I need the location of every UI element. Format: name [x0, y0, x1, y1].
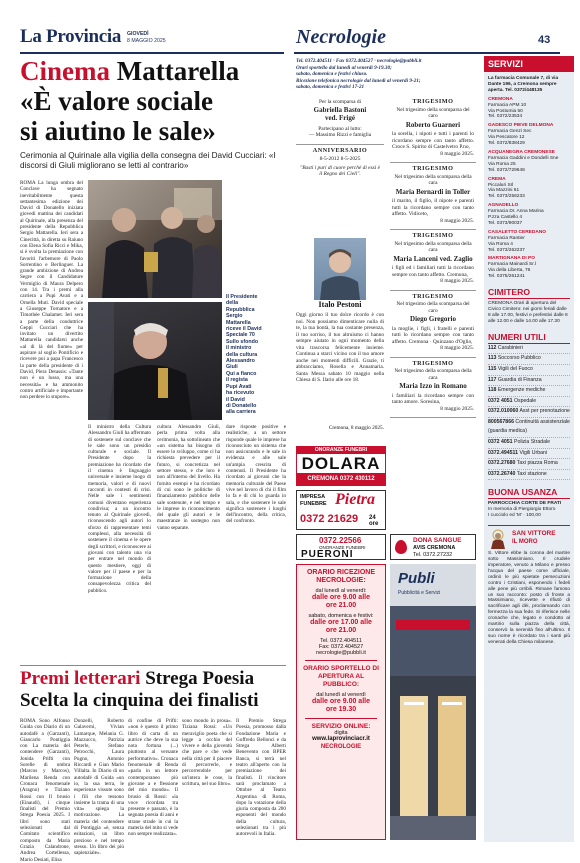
pueroni-name: PUERONI: [301, 549, 354, 560]
farmacia-phone: Tel. 0375/261241: [488, 274, 525, 280]
ann-date: 8 maggio 2025.: [440, 405, 474, 412]
caption-line: il ministro: [226, 345, 252, 352]
masthead-rule-right: [294, 52, 560, 54]
farmacia-item: [488, 203, 570, 227]
issue-day: GIOVEDÌ: [127, 31, 149, 37]
orari-days: dal lunedì al venerdì:: [315, 588, 367, 594]
issue-date: 8 MAGGIO 2025: [127, 38, 166, 44]
ann-caption: TRIGESIMO: [412, 292, 454, 300]
ann-caption: TRIGESIMO: [412, 165, 454, 172]
caption-line: Alessandro: [226, 358, 255, 365]
announcement-pestoni: [296, 300, 384, 431]
caption-line: della: [226, 300, 239, 307]
article2-col-5: Il Premio Strega Poesia, promosso dalla Fondazione Maria e Goffredo Bellonci e da Strega Alberti Benevento con BPER Banca, si terrà nel teatro all'aperto con la premiazione dei finalisti. Il vincitore sarà proclamato a Ottobre al Teatro Argentina di Roma, dopo la votazione della giuria composta da 200 esponenti del mondo della cultura, selezionati tra i più autorevoli in Italia.: [236, 718, 286, 838]
cimitero-text: CREMONA Orari di apertura del Civico Cimitero: nei giorni feriali dalle 8 alle 17.00, festivi e prefestivi dalle 8 alle 12.00 e dalle 14.00 alle 17.30: [488, 301, 568, 324]
farmacia-item: [488, 177, 570, 201]
phone-number-row: [488, 376, 570, 387]
ann-name: Maria Lanceni ved. Zaglio: [393, 254, 473, 263]
phone-label: Carabinieri: [497, 344, 523, 351]
ann-body: la sorella, i nipoti e tutti i parenti lo ricordano sempre con tanto affetto. Croce S. Spirito di Castelvetro P.no,: [392, 131, 474, 150]
ann-body: i familiari la ricordano sempre con tanto amore. Soresina,: [392, 392, 474, 405]
caption-line: Speciale 70: [226, 332, 255, 339]
numeri-title: NUMERI UTILI: [488, 329, 570, 344]
phone-number-row: [488, 354, 570, 365]
ann-intro: Nel trigesimo della scomparsa della cara: [394, 240, 472, 253]
santo-title: SAN VITTORE: [512, 530, 556, 538]
caption-line: Qui a fianco: [226, 370, 257, 377]
dono-title: DONA SANGUE: [413, 537, 462, 544]
caption-line: Il Presidente: [226, 294, 258, 300]
article-divider: [20, 665, 286, 666]
orari-tel: Tel. 0372.404511: [320, 638, 362, 644]
publi-name: Publi: [398, 570, 435, 587]
ann-caption: TRIGESIMO: [412, 98, 454, 105]
farmacia-town: GADESCO PIEVE DELMONA: [488, 123, 554, 129]
ann-intro: Nel trigesimo della scomparsa del caro: [396, 301, 470, 314]
farmacia-town: CREMA: [488, 176, 506, 182]
buona-title: BUONA USANZA: [488, 484, 570, 499]
headline-line-2: «È valore sociale: [20, 86, 213, 116]
ann-date: 8 maggio 2025.: [440, 150, 474, 157]
phone-number-row: [488, 470, 570, 481]
ann-body: i figli ed i familiari tutti la ricordano sempre con tanto affetto. Cremona,: [392, 265, 474, 278]
headline-part-a: Mattarella: [116, 56, 240, 86]
blood-drop-icon: [395, 540, 407, 554]
ann-intro: Nel trigesimo della scomparsa della cara: [394, 368, 472, 381]
ann-intro: Nel trigesimo della scomparsa della cara: [394, 173, 472, 186]
dolara-name: DOLARA: [301, 454, 381, 473]
publi-sub: Pubblicità e Servizi: [398, 590, 441, 596]
dolara-top: ONORANZE FUNEBRI: [297, 447, 385, 454]
pietra-phone: 0372 21629: [300, 513, 359, 525]
ann-body: la moglie, i figli, i fratelli e parenti tutti lo ricordano sempre con tanto affetto. Cremona · Quinzano d'Oglio,: [392, 325, 474, 345]
phone-number: 0372.494511: [488, 449, 519, 456]
farmacia-address: Via Roma 4: [488, 241, 513, 247]
phone-number: 117: [488, 376, 497, 383]
necro-info-line-4: Ricezione telefonica necrologie dal lunedì al venerdì 9-21;: [296, 77, 421, 84]
ad-pueroni: [296, 534, 386, 560]
online-title: SERVIZIO ONLINE:: [311, 723, 371, 730]
caption-line: Mattarella: [226, 319, 251, 326]
article-body-col-3: cultura Alessandro Giuli, perla prima volta alla cerimonia, ha sottolineato che «un sistema ha bisogno di essere lo sviluppo, come ci ha richiesta prevedere per il futuro, si concretizza nel settore stesso, e che loro è non all'interno del livello. Ha fornito esempi e ha ricordato di cui sono le politiche di finanziamento pubblico delle sale sostenute, e nel tempo e le imprese in riconoscimento del quale gli autori e le maestranze in sostegno non vanno separate.: [157, 424, 220, 531]
caption-line: alla carriera: [226, 409, 256, 416]
necro-col-left: [296, 96, 384, 286]
orari-fax: Fax: 0372.404527: [318, 644, 364, 650]
pestoni-date: Cremona, 8 maggio 2025.: [328, 425, 384, 431]
phone-number: 0372.010060: [488, 408, 519, 415]
necrologie-info: [296, 58, 468, 91]
farmacie-list: [488, 97, 570, 280]
phone-label: Emergenze mediche: [497, 387, 546, 394]
caption-line: il regista: [226, 377, 248, 384]
ann-dates: 8-5-2012 8-5-2025: [319, 156, 361, 162]
orari-hours-2: dalle ore 17.00 alle ore 21.00: [310, 619, 372, 634]
article-subhead: Cerimonia al Quirinale alla vigilia della consegna dei David Cucciari: «I discorsi di Giuli migliorano se letti al contrario»: [20, 151, 276, 171]
pueroni-phone: 0372.22566: [319, 536, 362, 545]
orari-saturday: sabato, domenica e festivi:: [308, 613, 374, 619]
ann-intro: Per la scomparsa di: [318, 99, 362, 105]
ann-caption: TRIGESIMO: [412, 359, 454, 367]
masthead: [0, 0, 580, 52]
article2-col-1: ROMA Sono Alfonso Guida con Diario di un autodafé a (Garzanti), Giancarlo Pontiggia con La materia del contendere (Garzanti), Jonida Prifti con Sorelle di ombra (Marcos y Marcos), Marilena Renda con Cronaca fenomenale (Aragno) e Tiziano Rossi con Il brusio (Einaudi), i cinque finalisti del Premio Strega Poesia 2025. I libri sono stati selezionati dal Comitato scientifico composto da Maria Grazia Calandrone, Andrea Cortellessa, Mario Desiati, Elisa: [20, 718, 70, 863]
farmacia-address: Via Pescatore 12: [488, 135, 525, 141]
farmacia-phone: Tel. 0372/838429: [488, 141, 525, 147]
caption-line: della cultura: [226, 351, 258, 358]
farmacia-phone: Tel. 0373/262237: [488, 247, 525, 253]
buona-sub: In memoria di Piergiorgio Ettoro: [488, 507, 556, 513]
caption-line: di Donatello: [226, 402, 257, 409]
farmacia-phone: Tel. 0373/90037: [488, 220, 523, 226]
farmacia-item: [488, 230, 570, 254]
caption-line: il David: [226, 396, 245, 403]
farmacia-address: P.zza Castello 4: [488, 215, 523, 221]
online-section: NECROLOGIE: [320, 744, 362, 750]
caption-line: Repubblica: [226, 306, 255, 313]
ann-caption: TRIGESIMO: [412, 232, 454, 239]
caption-line: Sullo sfondo: [226, 338, 259, 345]
farmacia-item: [488, 97, 570, 121]
headline2-line-1: [20, 668, 254, 690]
farmacia-item: [488, 123, 570, 147]
phone-label: Taxi piazza Roma: [516, 460, 558, 467]
article-body-col-1: ROMA La lunga ombra del Conclave ha segnato inevitabilmente questa settantesima edizione dei David di Donatello iniziata giovedì mattina dei candidati al Quirinale, alla presenza del presidente della Repubblica Sergio Mattarella. Ieri sera a Cinecittà, in diretta su Raiuno con Elena Sofia Ricci e Mika, si è svolta la premiazione con favoriti l'arbemore di Paolo Sorrentino e Berlinguer. La grande ambizione di Andrea Segre con il Candidature Vermiglio di Maura Delpero con 14. Tra i premi alla carriera a Pupi Avati e a Ornella Muti. David speciale a Giuseppe Tornatore e a Timothée Chalamet. Ieri sera a parte della conduttrice Geppi Cucciari che ha invitato un divertito Mattarella candidarsi anche «al di là del fiume» per aspirare al soglio Pontificio e ricevere poi a papa Francesco la parte della presidente di i David, Piera Detassis: «Tante non è un lusso, ma una necessità» e ha ammonito contro artificiale e importante non perdere lo stupore».: [20, 180, 83, 401]
masthead-rule-left: [20, 52, 284, 54]
necro-info-line-5: sabato, domenica e festivi 17-21: [296, 84, 365, 91]
necro-col-right: [390, 96, 476, 476]
article-strega: [20, 668, 286, 863]
phone-number-row: [488, 438, 570, 449]
ann-date: 8 maggio 2025.: [440, 345, 474, 351]
buona-amount: I cucciolo ed 'M' · 100,00: [488, 513, 541, 519]
saint-icon: [488, 529, 508, 549]
phone-number-row: [488, 459, 570, 470]
farmacia-name: Farmacia Gaddini e Dondelli Sne: [488, 155, 559, 161]
phone-number-row: [488, 418, 570, 438]
orari-mail[interactable]: necrologie@pubbli.it: [316, 650, 366, 656]
announcement-trigesimo: [390, 358, 476, 419]
farmacia-name: Farmacia Genzi Sec: [488, 129, 532, 135]
ann-quote: "Basti i puri di cuore perché di essi è il Regno dei Cieli".: [299, 164, 380, 177]
article2-col-2: Donzelli, Roberto Galaverni, Vivian Lamarque, Melania G. Mazzucco, Patrizia Peterle, Stefano Petrocchi, Laura Pugno, Antonio Riccardi e Gian Mario Villalta. In Diario di un autodafé di Guida «un io, la sua terra, le esperienze vissute sono i fili che tessono insieme la trama di una vita» spiega la motivazione. La materia del contendere di Pontiggia «è, senza esitazioni, un libro prezioso e nel tempo stesso. Un libro dei più sapienziale».: [74, 718, 124, 857]
farmacia-town: MARTIGNANA DI PO: [488, 256, 535, 262]
ann-date: 8 maggio 2025.: [440, 217, 474, 224]
newspaper-logo: La Provincia: [20, 26, 122, 47]
necro-info-line-2: Orari sportello dal lunedì al venerdì 9-19.30;: [296, 64, 392, 71]
headline-line-1: [20, 56, 286, 86]
farmacia-name: Farmacia Dr. Anna Marina: [488, 209, 544, 215]
headline-line-3: si aiutino le sale»: [20, 116, 216, 146]
announcement-trigesimo: [390, 230, 476, 291]
necro-info-line-3: sabato, domenica e festivi chiuso.: [296, 71, 368, 78]
pestoni-text: Oggi giorno il tuo dolce ricordo è con noi. Non possiamo dimenticare nulla di te, la tua bontà, la tua costante presenza, il tuo sorriso, il tuo altruismo ci hanno sempre aiutato in ogni momento della vita trascorsa felicemente insieme. Continua a starci vicino con il tuo amore anche nei momenti difficili. Grazie, ti abbracciamo, Rosella e Annamaria. Santa Messa sabato 10 maggio nella Chiesa di S. Ilario alle ore 18.: [296, 312, 384, 383]
sportello-title: ORARIO SPORTELLO DI APERTURA AL PUBBLICO:: [303, 665, 379, 688]
farmacia-address: Via Mazzini 61: [488, 188, 520, 194]
caption-line: Pupi Avati: [226, 383, 252, 390]
caption-line: riceve il David: [226, 326, 262, 333]
dolara-phone: CREMONA 0372 430112: [297, 473, 385, 485]
santo-header: [488, 525, 570, 551]
ann-caption: ANNIVERSARIO: [312, 146, 368, 154]
phone-number: 800567866: [488, 418, 514, 425]
announcement-bastoni: [296, 96, 384, 145]
phone-number: 115: [488, 365, 497, 372]
farmacia-address: Via Roma 25: [488, 161, 516, 167]
announcement-trigesimo: [390, 96, 476, 163]
photo-mattarella: [88, 180, 222, 298]
dono-phone: Tel. 0372.27232: [413, 552, 453, 558]
farmacia-address: Via Postumia 50: [488, 108, 523, 114]
farmacia-name: Farmacia APM 10: [488, 102, 527, 108]
ann-name: Diego Gregorio: [410, 315, 456, 323]
servizi-sidebar: [484, 56, 574, 842]
section-title: Necrologie: [296, 26, 386, 48]
phone-number: 0372 4051: [488, 397, 513, 404]
page-number: 43: [538, 34, 551, 46]
announcement-trigesimo: [390, 291, 476, 358]
phone-label: Polizia Stradale: [513, 439, 551, 446]
publi-header: [390, 564, 476, 606]
phone-number-row: [488, 365, 570, 376]
phone-number: 0372.27680: [488, 460, 516, 467]
farmacia-phone: Tel. 0373/256233: [488, 194, 525, 200]
cimitero-title: CIMITERO: [488, 284, 570, 299]
publi-building-image: [390, 606, 476, 840]
farmacia-name: Farmacia Rantier: [488, 235, 525, 241]
ann-name: Maria Bernardi in Toller: [395, 187, 471, 196]
ad-pietra: [296, 490, 386, 530]
phone-label: Continuità assistenziale (guardia medica): [488, 418, 570, 435]
numeri-list: [488, 344, 570, 481]
ad-publi: [390, 564, 476, 840]
article2-col-3: di confine di Prifti: «non è questo il primo libro di carta di un autrice che deve la sua nota fortuna (...) piuttosto al versante performativo». Cronaca fenomenale di Renda «parla in un lettore contemporaneo più giovane a e flessione del mio mondo». Il brusio di Rossi: «la voce ricordata tra presente e passato, è la segnata poesia di anni e strane strade in cui la materia del mito si vede non sempre realizzata».: [128, 718, 178, 838]
article-body-col-4: dare risposte positive e realistiche, a un settore risponde quale le imprese ha riconosciuto un sistema che non assicurando e le sale in evidenza e alle sale un'ampia crescita di contenuti. Il Presidente ha ricordato ai giovani che la memoria culturale del Paese vive nel lavoro di chi il film lo fa e di chi lo guarda in sala, e che sostenere le sale significa sostenere i luoghi dell'incontro, della critica, del confronto.: [226, 424, 286, 525]
phone-number: 0372 4051: [488, 439, 513, 446]
pietra-name: Pietra: [335, 491, 375, 508]
ad-dolara: [296, 446, 386, 486]
photo-caption: [226, 294, 286, 416]
ann-intro: Nel trigesimo della scomparsa del caro: [396, 106, 470, 119]
phone-label: Asst per prenotazione: [519, 408, 570, 415]
caption-line: ha ricevuto: [226, 390, 255, 397]
farmacia-town: ACQUANEGRA CREMONESE: [488, 149, 555, 155]
buona-text: PARROCCHIA CORTE DE FRATI: [488, 501, 562, 507]
farmacia-item: [488, 256, 570, 280]
sportello-hours: dalle ore 9.00 alle ore 19.30: [312, 698, 370, 713]
orari-box: [296, 564, 386, 840]
phone-number: 0372.26740: [488, 470, 516, 477]
phone-number-row: [488, 397, 570, 408]
phone-label: Vigili del Fuoco: [497, 365, 533, 372]
article-cinema: [20, 56, 286, 654]
santo-text: S. Vittore ebbe la corona del martire sotto Massimiano. Il crudele imperatore, venuto a Milano e presso l'acqua del paese come ufficiale, ordinò le più spietate persecuzioni contro i Cristiani, esponendo i fedeli alle pene più orribili. Rimane famoso un suo racconto: posto di fronte a Massimiano, ricevette e rifiutò di sacrificare agli dèi, proclamando con fermezza la sua fede. Si riferisce nelle cronache che, legato e condotto al martirio sulla piazza della città, conservò la serenità fino all'ultimo. Il suo nome è ricordato tra i santi più venerati della Chiesa milanese.: [488, 551, 570, 645]
pietra-label: IMPRESA FUNEBRE: [300, 494, 327, 507]
ad-dona-sangue: [390, 534, 476, 560]
phone-number: 113: [488, 355, 497, 362]
headline2-kicker: Premi letterari: [20, 668, 141, 689]
phone-number-row: [488, 449, 570, 460]
ann-name: Maria Izzo in Romano: [399, 382, 467, 390]
headline2-line-2: Scelta la cinquina dei finalisti: [20, 690, 259, 711]
phone-number-row: [488, 407, 570, 418]
ann-name-2: ved. Frigé: [325, 114, 355, 122]
necro-info-line-1: Tel. 0372.404511 · Fax 0372.404527 · necrologie@pubbli.it: [296, 58, 422, 64]
sportello-days: dal lunedì al venerdì: [316, 692, 366, 698]
online-sub: digita: [334, 730, 348, 736]
phone-number: 112: [488, 344, 497, 351]
farmacia-town: CREMONA: [488, 96, 513, 102]
article-body-col-2: Il ministro della Cultura Alessandro Giuli ha affermato di sostenere sul conclave che le sale sono un presidio culturale e sociale. Il Presidente dopo la premiazione ha ricordato che il cinema è linguaggio universale e insieme luogo di memoria, valori e di nuovi racconti in contesti di crisi. Nelle sale i sentimenti comuni diventano esperienza condivisa; a un incontro tenuto al Quirinale giovedì, riconoscendo agli autori lo sforzo di rappresentare temi complessi, alla necessità di sostenere il cinema e le opere degli scrittori, e riconoscere ai giovani con talento una via per entrare nel mondo di questo mestiere, oggi di valore per il paese e per la formazione della consapevolezza critica del pubblico.: [88, 424, 151, 594]
ann-line: Partecipano al lutto:: [318, 125, 362, 132]
santo-sub: IL MORO: [512, 539, 538, 546]
pietra-hours: 24 ore: [369, 515, 379, 527]
farmacia-phone: Tel. 0372/23534: [488, 114, 523, 120]
article2-col-4: sono mondo in prosa». Tiziana Rossi: «Un meraviglio poeta che si legge a occhio del vivere e della gioventù che pare e che vede nella città per il piacere di percorrerle, e percorrendole per un'intera le cose, la scrittura, nel suo libro».: [182, 718, 232, 787]
farmacia-item: [488, 150, 570, 174]
announcement-anniversario: [296, 145, 384, 183]
phone-label: Vigili Urbani: [519, 449, 548, 456]
farmacia-name: Farmacia Mainardi Sr.l: [488, 262, 536, 268]
online-url[interactable]: www.laprovinciacr.it: [312, 736, 370, 742]
pueroni-label: ONORANZE FUNEBRI: [319, 545, 366, 550]
farmacia-town: CASALETTO CEREDANO: [488, 229, 547, 235]
farmacia-address: Via della Liberta, 76: [488, 268, 531, 274]
servizi-title: SERVIZI: [484, 56, 574, 72]
phone-number-row: [488, 344, 570, 355]
orari-title: ORARIO RICEZIONE NECROLOGIE:: [306, 569, 376, 584]
photo-pupi-avati: [88, 302, 222, 420]
farmacia-name: Piccaluri Srl: [488, 182, 514, 188]
ann-line: — Massimo Rizzi e famiglia: [308, 132, 372, 138]
dono-org: AVIS CREMONA: [413, 545, 456, 551]
farmacia-intro: La farmacia Comunale 7, di via Dante 196, a Cremona sempre aperta. Tel. 0372/448135: [488, 76, 559, 93]
portrait-pestoni: [314, 238, 366, 300]
pestoni-name: Italo Pestoni: [318, 300, 362, 309]
ann-name: Roberto Guarneri: [405, 120, 461, 129]
caption-line: Giuli: [226, 364, 238, 371]
farmacia-phone: Tel. 0372/729648: [488, 167, 525, 173]
phone-label: Soccorso Pubblico: [497, 355, 541, 362]
announcement-trigesimo: [390, 163, 476, 230]
phone-label: Taxi stazione: [516, 470, 547, 477]
caption-line: Sergio: [226, 313, 243, 320]
phone-label: Guardia di Finanza: [497, 376, 542, 383]
orari-hours-1: dalle ore 9.00 alle ore 21.00: [312, 594, 370, 609]
ann-date: 8 maggio 2025.: [440, 278, 474, 284]
farmacia-town: AGNADELLO: [488, 203, 519, 209]
ann-body: il marito, il figlio, il nipote e parenti tutti la ricordano sempre con tanto affetto. Vidiceto,: [392, 198, 474, 217]
phone-number: 118: [488, 387, 497, 394]
headline2-part-a: Strega Poesia: [145, 668, 255, 689]
ann-name: Gabriella Bastoni: [313, 105, 367, 114]
phone-number-row: [488, 386, 570, 397]
phone-label: Ospedale: [513, 397, 537, 404]
headline-kicker: Cinema: [20, 56, 110, 86]
